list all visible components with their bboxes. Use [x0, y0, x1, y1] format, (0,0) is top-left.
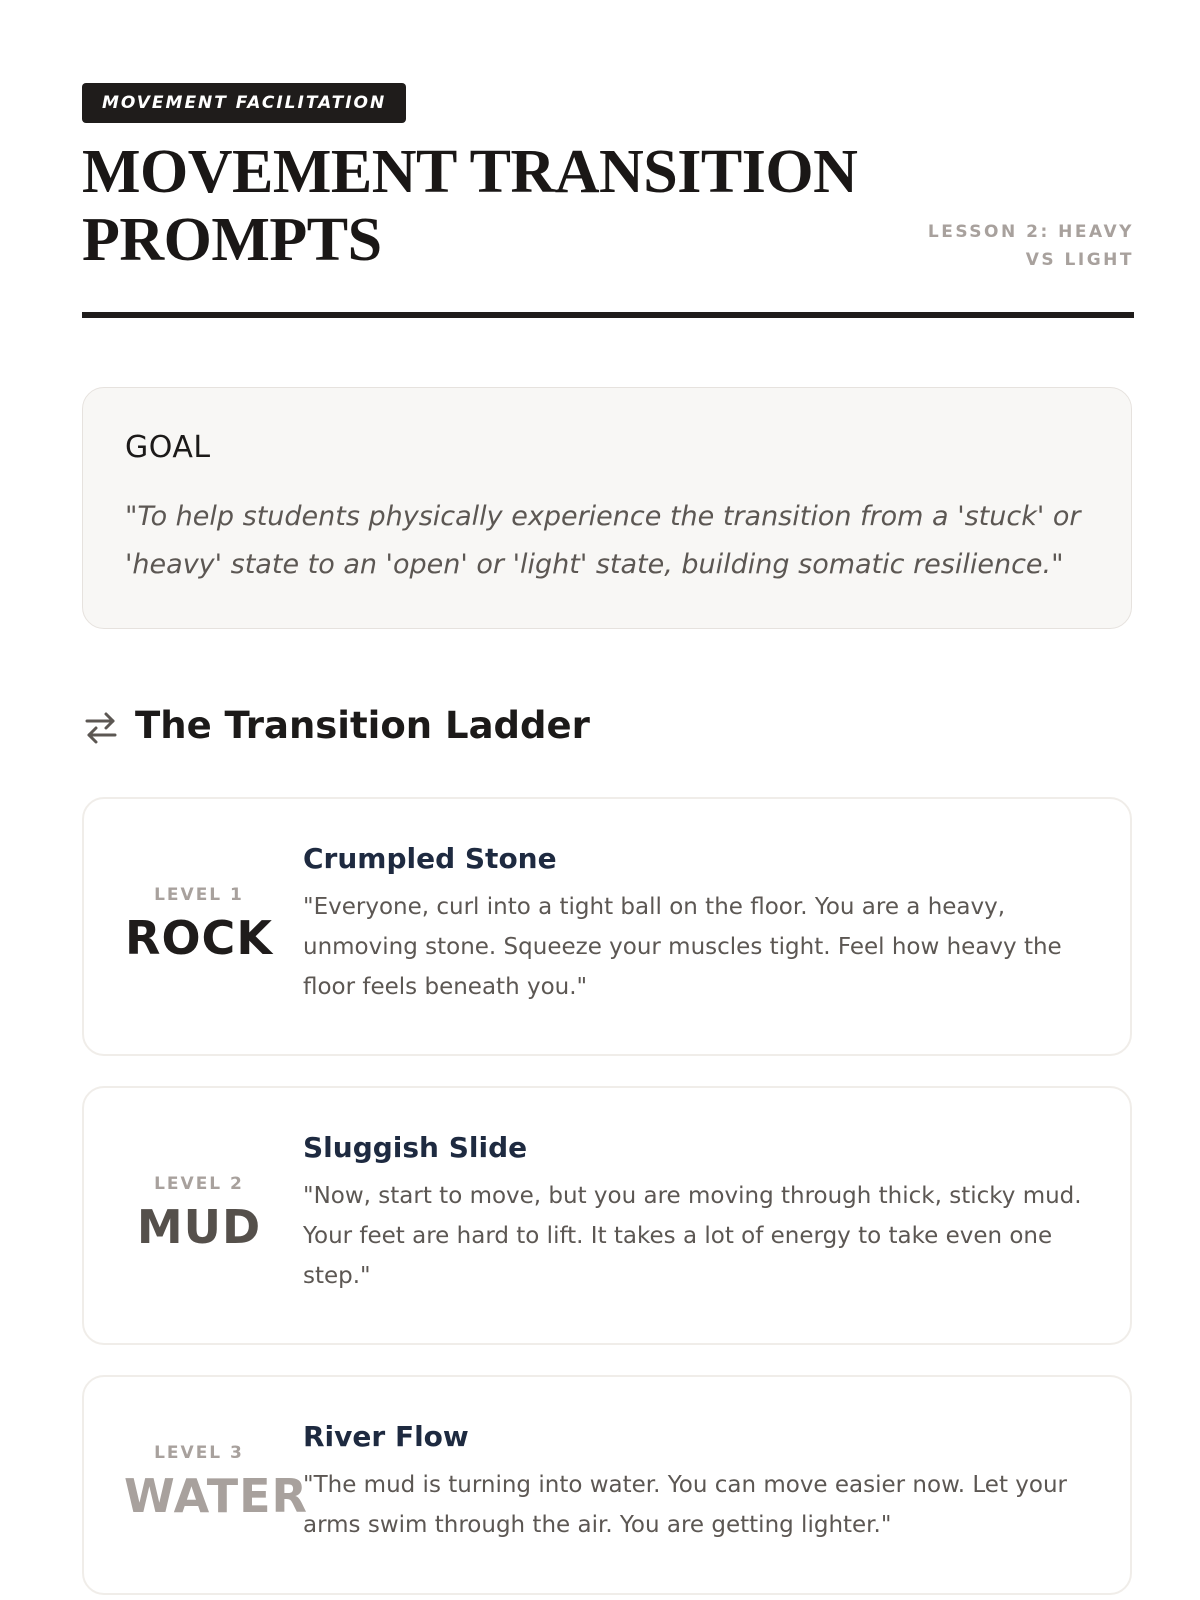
level-content	[303, 1128, 1094, 1296]
level-prompt: "The mud is turning into water. You can move easier now. Let your arms swim through the air. You are getting lighter."	[303, 1472, 1067, 1538]
level-marker	[124, 1088, 274, 1343]
level-title: Crumpled Stone	[303, 842, 557, 875]
lesson-label: LESSON 2: HEAVY VS LIGHT	[927, 222, 1134, 270]
level-content	[303, 839, 1094, 1007]
header-divider	[82, 312, 1134, 318]
level-marker	[124, 799, 274, 1054]
level-word: MUD	[136, 1200, 262, 1254]
level-marker	[124, 1377, 308, 1593]
goal-quote: "To help students physically experience the transition from a 'stuck' or 'heavy' state to an 'open' or 'light' state, building somatic resilience."	[125, 501, 1081, 580]
level-label: LEVEL 2	[154, 1174, 244, 1194]
section-title: The Transition Ladder	[135, 704, 590, 747]
level-prompt: "Now, start to move, but you are moving through thick, sticky mud. Your feet are hard to lift. It takes a lot of energy to take even one step."	[303, 1183, 1082, 1289]
level-label: LEVEL 3	[154, 1443, 244, 1463]
level-title: Sluggish Slide	[303, 1131, 528, 1164]
swap-arrows-icon	[82, 708, 120, 746]
goal-box	[82, 387, 1132, 629]
category-tag: MOVEMENT FACILITATION	[82, 83, 406, 123]
level-label: LEVEL 1	[154, 885, 244, 905]
level-prompt: "Everyone, curl into a tight ball on the floor. You are a heavy, unmoving stone. Squeeze your muscles tight. Feel how heavy the floor feels beneath you."	[303, 894, 1062, 1000]
level-word: WATER	[124, 1469, 308, 1523]
level-content	[303, 1417, 1094, 1545]
page-title: MOVEMENT TRANSITION PROMPTS	[82, 138, 858, 274]
level-card-rock	[82, 797, 1132, 1056]
level-card-water	[82, 1375, 1132, 1595]
level-card-mud	[82, 1086, 1132, 1345]
goal-heading: GOAL	[125, 430, 211, 465]
level-word: ROCK	[125, 911, 273, 965]
level-title: River Flow	[303, 1420, 469, 1453]
